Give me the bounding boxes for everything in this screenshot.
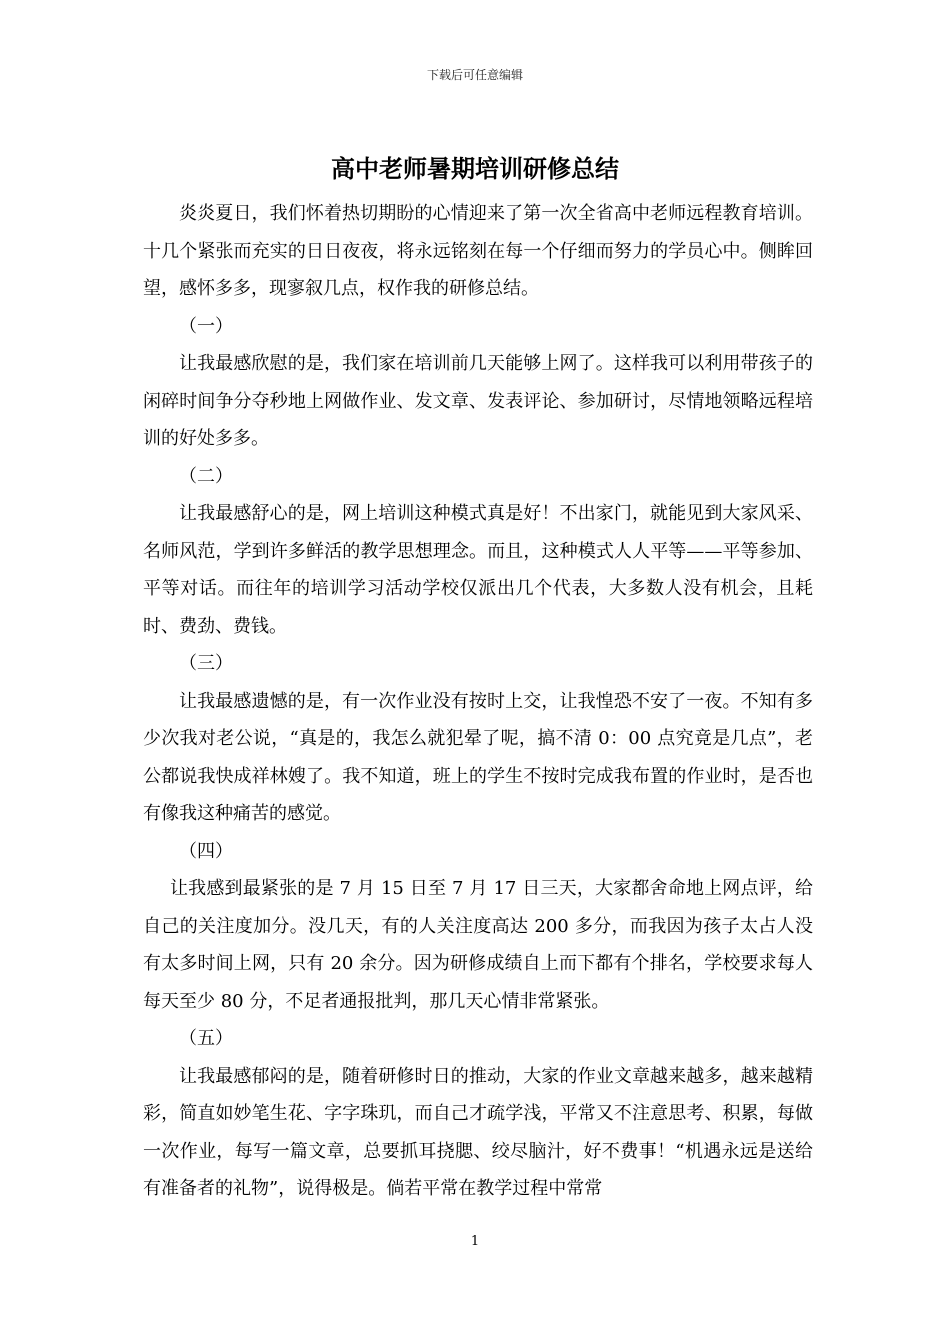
- document-title: 高中老师暑期培训研修总结: [331, 154, 619, 183]
- section-number-1: （一）: [179, 315, 233, 337]
- document-body: [143, 195, 813, 1208]
- section-paragraph-4: 让我感到最紧张的是 7 月 15 日至 7 月 17 日三天，大家都舍命地上网点评，给自己的关注度加分。没几天，有的人关注度高达 200 多分，而我因为孩子太占人没有太多时间上网，只有 20 余分。因为研修成绩自上而下都有个排名，学校要求每人每天至少 80 分，不足者通报批判，那几天心情非常紧张。: [143, 878, 813, 1012]
- section-paragraph-1: 让我最感欣慰的是，我们家在培训前几天能够上网了。这样我可以利用带孩子的闲碎时间争分夺秒地上网做作业、发文章、发表评论、参加研讨，尽情地领略远程培训的好处多多。: [143, 353, 813, 449]
- section-paragraph-2: 让我最感舒心的是，网上培训这种模式真是好！不出家门，就能见到大家风采、名师风范，学到许多鲜活的教学思想理念。而且，这种模式人人平等——平等参加、平等对话。而往年的培训学习活动学校仅派出几个代表，大多数人没有机会，且耗时、费劲、费钱。: [143, 503, 813, 637]
- section-paragraph-5: 让我最感郁闷的是，随着研修时日的推动，大家的作业文章越来越多，越来越精彩，简直如妙笔生花、字字珠玑，而自己才疏学浅，平常又不注意思考、积累，每做一次作业，每写一篇文章，总要抓耳挠腮、绞尽脑汁，好不费事！“机遇永远是送给有准备者的礼物”，说得极是。倘若平常在教学过程中常常: [143, 1065, 813, 1199]
- section-number-5: （五）: [179, 1028, 233, 1049]
- section-paragraph-3: 让我最感遗憾的是，有一次作业没有按时上交，让我惶恐不安了一夜。不知有多少次我对老公说，“真是的，我怎么就犯晕了呢，搞不清 0：00 点究竟是几点”，老公都说我快成祥林嫂了。我不知道，班上的学生不按时完成我布置的作业时，是否也有像我这种痛苦的感觉。: [143, 690, 813, 824]
- section-number-3: （三）: [179, 653, 233, 674]
- section-number-2: （二）: [179, 465, 233, 487]
- page-header-note: 下载后可任意编辑: [426, 68, 523, 82]
- section-number-4: （四）: [179, 840, 233, 862]
- intro-paragraph: 炎炎夏日，我们怀着热切期盼的心情迎来了第一次全省高中老师远程教育培训。十几个紧张而充实的日日夜夜，将永远铭刻在每一个仔细而努力的学员心中。侧眸回望，感怀多多，现寥叙几点，权作我的研修总结。: [143, 203, 813, 299]
- page-number: 1: [470, 1234, 480, 1249]
